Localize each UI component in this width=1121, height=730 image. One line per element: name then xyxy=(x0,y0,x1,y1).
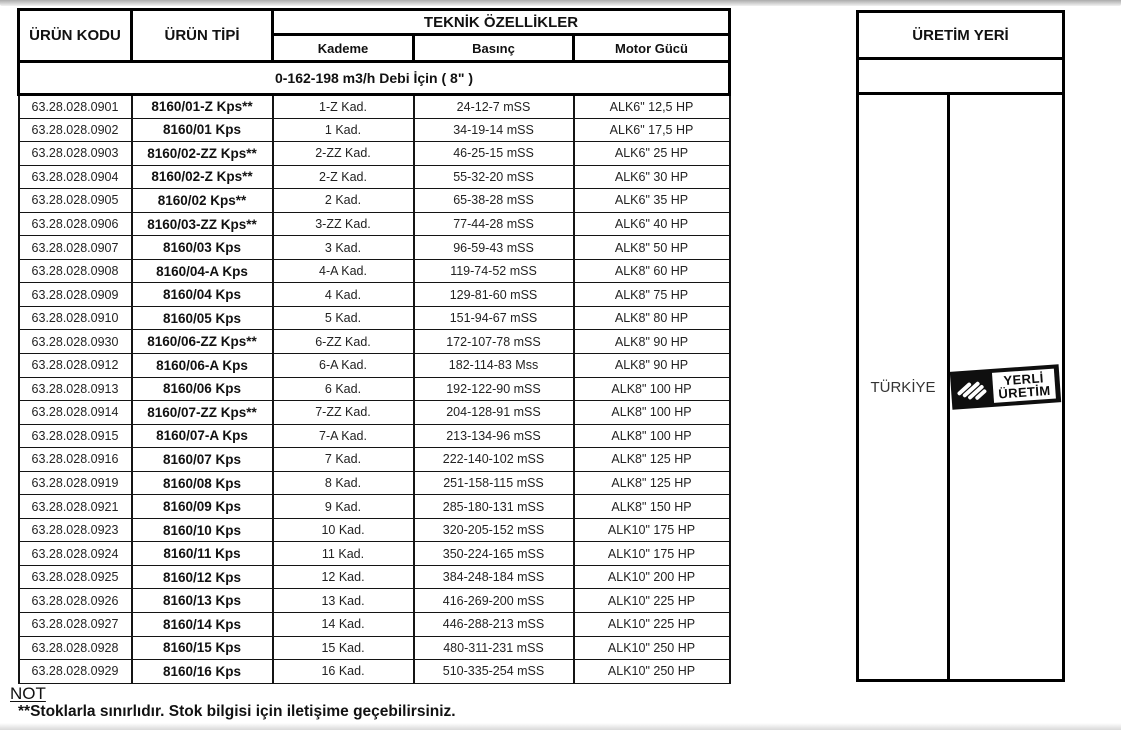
cell-stage: 2-Z Kad. xyxy=(273,165,414,189)
note-text: **Stoklarla sınırlıdır. Stok bilgisi için iletişime geçebilirsiniz. xyxy=(18,703,456,720)
cell-product-type: 8160/08 Kps xyxy=(132,471,273,495)
cell-product-code: 63.28.028.0906 xyxy=(19,212,132,236)
table-row xyxy=(19,377,730,401)
cell-product-type: 8160/04-A Kps xyxy=(132,259,273,283)
cell-product-type: 8160/07-ZZ Kps** xyxy=(132,401,273,425)
cell-motor-power: ALK10" 225 HP xyxy=(574,589,730,613)
cell-pressure: 129-81-60 mSS xyxy=(414,283,574,307)
col-header-product-code: ÜRÜN KODU xyxy=(19,10,132,62)
cell-stage: 3-ZZ Kad. xyxy=(273,212,414,236)
cell-motor-power: ALK8" 60 HP xyxy=(574,259,730,283)
cell-motor-power: ALK6" 40 HP xyxy=(574,212,730,236)
table-row xyxy=(19,448,730,472)
cell-product-code: 63.28.028.0908 xyxy=(19,259,132,283)
cell-pressure: 251-158-115 mSS xyxy=(414,471,574,495)
cell-stage: 6 Kad. xyxy=(273,377,414,401)
cell-stage: 5 Kad. xyxy=(273,306,414,330)
cell-stage: 12 Kad. xyxy=(273,565,414,589)
cell-product-type: 8160/15 Kps xyxy=(132,636,273,660)
cell-motor-power: ALK10" 250 HP xyxy=(574,660,730,684)
cell-motor-power: ALK6" 30 HP xyxy=(574,165,730,189)
cell-pressure: 416-269-200 mSS xyxy=(414,589,574,613)
cell-product-code: 63.28.028.0929 xyxy=(19,660,132,684)
cell-pressure: 222-140-102 mSS xyxy=(414,448,574,472)
cell-stage: 4-A Kad. xyxy=(273,259,414,283)
handshake-icon xyxy=(956,374,992,404)
cell-motor-power: ALK8" 125 HP xyxy=(574,471,730,495)
cell-product-code: 63.28.028.0914 xyxy=(19,401,132,425)
cell-motor-power: ALK10" 225 HP xyxy=(574,613,730,637)
cell-pressure: 182-114-83 Mss xyxy=(414,354,574,378)
cell-product-type: 8160/04 Kps xyxy=(132,283,273,307)
table-row xyxy=(19,236,730,260)
table-row xyxy=(19,401,730,425)
cell-stage: 11 Kad. xyxy=(273,542,414,566)
cell-pressure: 446-288-213 mSS xyxy=(414,613,574,637)
cell-product-code: 63.28.028.0923 xyxy=(19,518,132,542)
cell-pressure: 119-74-52 mSS xyxy=(414,259,574,283)
cell-product-code: 63.28.028.0916 xyxy=(19,448,132,472)
cell-product-code: 63.28.028.0904 xyxy=(19,165,132,189)
cell-product-code: 63.28.028.0907 xyxy=(19,236,132,260)
cell-motor-power: ALK6" 17,5 HP xyxy=(574,118,730,142)
flow-band-row xyxy=(19,62,730,95)
table-row xyxy=(19,518,730,542)
cell-product-code: 63.28.028.0930 xyxy=(19,330,132,354)
col-header-pressure: Basınç xyxy=(414,35,574,62)
cell-stage: 2 Kad. xyxy=(273,189,414,213)
cell-motor-power: ALK10" 200 HP xyxy=(574,565,730,589)
production-place-spacer xyxy=(856,60,1065,92)
cell-product-type: 8160/03-ZZ Kps** xyxy=(132,212,273,236)
cell-stage: 9 Kad. xyxy=(273,495,414,519)
cell-product-type: 8160/14 Kps xyxy=(132,613,273,637)
table-row xyxy=(19,471,730,495)
cell-product-type: 8160/02 Kps** xyxy=(132,189,273,213)
cell-product-type: 8160/10 Kps xyxy=(132,518,273,542)
cell-stage: 7-ZZ Kad. xyxy=(273,401,414,425)
cell-product-code: 63.28.028.0905 xyxy=(19,189,132,213)
cell-pressure: 192-122-90 mSS xyxy=(414,377,574,401)
cell-stage: 13 Kad. xyxy=(273,589,414,613)
spec-table xyxy=(17,8,731,684)
cell-product-code: 63.28.028.0926 xyxy=(19,589,132,613)
cell-motor-power: ALK8" 150 HP xyxy=(574,495,730,519)
cell-product-type: 8160/09 Kps xyxy=(132,495,273,519)
flow-band-label: 0-162-198 m3/h Debi İçin ( 8" ) xyxy=(19,62,730,95)
cell-product-code: 63.28.028.0902 xyxy=(19,118,132,142)
page-bottom-edge xyxy=(0,723,1121,730)
cell-stage: 1-Z Kad. xyxy=(273,95,414,119)
cell-product-code: 63.28.028.0910 xyxy=(19,306,132,330)
cell-pressure: 55-32-20 mSS xyxy=(414,165,574,189)
cell-product-type: 8160/01-Z Kps** xyxy=(132,95,273,119)
cell-stage: 2-ZZ Kad. xyxy=(273,142,414,166)
cell-product-code: 63.28.028.0928 xyxy=(19,636,132,660)
cell-pressure: 46-25-15 mSS xyxy=(414,142,574,166)
cell-motor-power: ALK8" 100 HP xyxy=(574,377,730,401)
table-row xyxy=(19,165,730,189)
table-row xyxy=(19,330,730,354)
cell-pressure: 510-335-254 mSS xyxy=(414,660,574,684)
col-header-technical: TEKNİK ÖZELLİKLER xyxy=(273,10,730,35)
cell-product-code: 63.28.028.0925 xyxy=(19,565,132,589)
table-row xyxy=(19,259,730,283)
table-row xyxy=(19,118,730,142)
col-header-motor-power: Motor Gücü xyxy=(574,35,730,62)
cell-product-code: 63.28.028.0921 xyxy=(19,495,132,519)
cell-pressure: 96-59-43 mSS xyxy=(414,236,574,260)
col-header-stage: Kademe xyxy=(273,35,414,62)
cell-pressure: 172-107-78 mSS xyxy=(414,330,574,354)
cell-stage: 16 Kad. xyxy=(273,660,414,684)
cell-stage: 6-A Kad. xyxy=(273,354,414,378)
cell-pressure: 65-38-28 mSS xyxy=(414,189,574,213)
table-row xyxy=(19,542,730,566)
table-row xyxy=(19,354,730,378)
cell-product-type: 8160/11 Kps xyxy=(132,542,273,566)
cell-stage: 14 Kad. xyxy=(273,613,414,637)
cell-pressure: 77-44-28 mSS xyxy=(414,212,574,236)
cell-motor-power: ALK8" 75 HP xyxy=(574,283,730,307)
cell-stage: 7-A Kad. xyxy=(273,424,414,448)
badge-label xyxy=(992,369,1056,403)
production-badge-cell xyxy=(950,95,1062,679)
cell-pressure: 285-180-131 mSS xyxy=(414,495,574,519)
cell-stage: 1 Kad. xyxy=(273,118,414,142)
table-row xyxy=(19,142,730,166)
cell-product-type: 8160/02-ZZ Kps** xyxy=(132,142,273,166)
cell-motor-power: ALK8" 100 HP xyxy=(574,401,730,425)
cell-pressure: 213-134-96 mSS xyxy=(414,424,574,448)
cell-motor-power: ALK8" 80 HP xyxy=(574,306,730,330)
table-row xyxy=(19,95,730,119)
table-row xyxy=(19,636,730,660)
cell-stage: 6-ZZ Kad. xyxy=(273,330,414,354)
cell-product-code: 63.28.028.0919 xyxy=(19,471,132,495)
cell-product-code: 63.28.028.0924 xyxy=(19,542,132,566)
cell-motor-power: ALK6" 35 HP xyxy=(574,189,730,213)
col-header-product-type: ÜRÜN TİPİ xyxy=(132,10,273,62)
cell-stage: 15 Kad. xyxy=(273,636,414,660)
cell-product-code: 63.28.028.0901 xyxy=(19,95,132,119)
table-row xyxy=(19,306,730,330)
cell-product-type: 8160/01 Kps xyxy=(132,118,273,142)
cell-stage: 8 Kad. xyxy=(273,471,414,495)
cell-motor-power: ALK10" 250 HP xyxy=(574,636,730,660)
production-place-body xyxy=(856,92,1065,682)
cell-product-type: 8160/06-ZZ Kps** xyxy=(132,330,273,354)
table-row xyxy=(19,589,730,613)
cell-pressure: 151-94-67 mSS xyxy=(414,306,574,330)
cell-motor-power: ALK6" 12,5 HP xyxy=(574,95,730,119)
cell-product-type: 8160/06 Kps xyxy=(132,377,273,401)
cell-motor-power: ALK10" 175 HP xyxy=(574,542,730,566)
table-row xyxy=(19,495,730,519)
cell-pressure: 320-205-152 mSS xyxy=(414,518,574,542)
cell-product-code: 63.28.028.0927 xyxy=(19,613,132,637)
note-title: NOT xyxy=(10,684,46,703)
cell-product-type: 8160/06-A Kps xyxy=(132,354,273,378)
cell-motor-power: ALK8" 50 HP xyxy=(574,236,730,260)
production-place-header: ÜRETİM YERİ xyxy=(856,10,1065,60)
cell-stage: 7 Kad. xyxy=(273,448,414,472)
table-row xyxy=(19,565,730,589)
cell-product-type: 8160/03 Kps xyxy=(132,236,273,260)
cell-product-code: 63.28.028.0912 xyxy=(19,354,132,378)
cell-product-type: 8160/16 Kps xyxy=(132,660,273,684)
cell-pressure: 204-128-91 mSS xyxy=(414,401,574,425)
cell-motor-power: ALK8" 90 HP xyxy=(574,354,730,378)
cell-product-type: 8160/12 Kps xyxy=(132,565,273,589)
header-row-1 xyxy=(19,10,730,35)
cell-product-type: 8160/07 Kps xyxy=(132,448,273,472)
cell-pressure: 384-248-184 mSS xyxy=(414,565,574,589)
table-body xyxy=(19,95,730,684)
cell-product-code: 63.28.028.0903 xyxy=(19,142,132,166)
badge-label-line2: ÜRETİM xyxy=(998,382,1052,402)
cell-stage: 10 Kad. xyxy=(273,518,414,542)
badge-label-line1: YERLİ xyxy=(1003,370,1045,389)
cell-pressure: 480-311-231 mSS xyxy=(414,636,574,660)
cell-product-type: 8160/05 Kps xyxy=(132,306,273,330)
cell-motor-power: ALK10" 175 HP xyxy=(574,518,730,542)
table-row xyxy=(19,283,730,307)
cell-product-type: 8160/13 Kps xyxy=(132,589,273,613)
cell-pressure: 350-224-165 mSS xyxy=(414,542,574,566)
cell-product-code: 63.28.028.0915 xyxy=(19,424,132,448)
yerli-uretim-badge xyxy=(951,365,1060,408)
production-country-label: TÜRKİYE xyxy=(859,95,950,679)
table-row xyxy=(19,613,730,637)
table-row xyxy=(19,189,730,213)
cell-product-code: 63.28.028.0913 xyxy=(19,377,132,401)
table-row xyxy=(19,424,730,448)
cell-stage: 4 Kad. xyxy=(273,283,414,307)
cell-motor-power: ALK8" 125 HP xyxy=(574,448,730,472)
cell-motor-power: ALK8" 90 HP xyxy=(574,330,730,354)
cell-product-type: 8160/02-Z Kps** xyxy=(132,165,273,189)
cell-pressure: 34-19-14 mSS xyxy=(414,118,574,142)
cell-stage: 3 Kad. xyxy=(273,236,414,260)
table-row xyxy=(19,660,730,684)
cell-pressure: 24-12-7 mSS xyxy=(414,95,574,119)
cell-motor-power: ALK8" 100 HP xyxy=(574,424,730,448)
cell-product-type: 8160/07-A Kps xyxy=(132,424,273,448)
cell-product-code: 63.28.028.0909 xyxy=(19,283,132,307)
table-row xyxy=(19,212,730,236)
page-top-edge xyxy=(0,0,1121,6)
cell-motor-power: ALK6" 25 HP xyxy=(574,142,730,166)
